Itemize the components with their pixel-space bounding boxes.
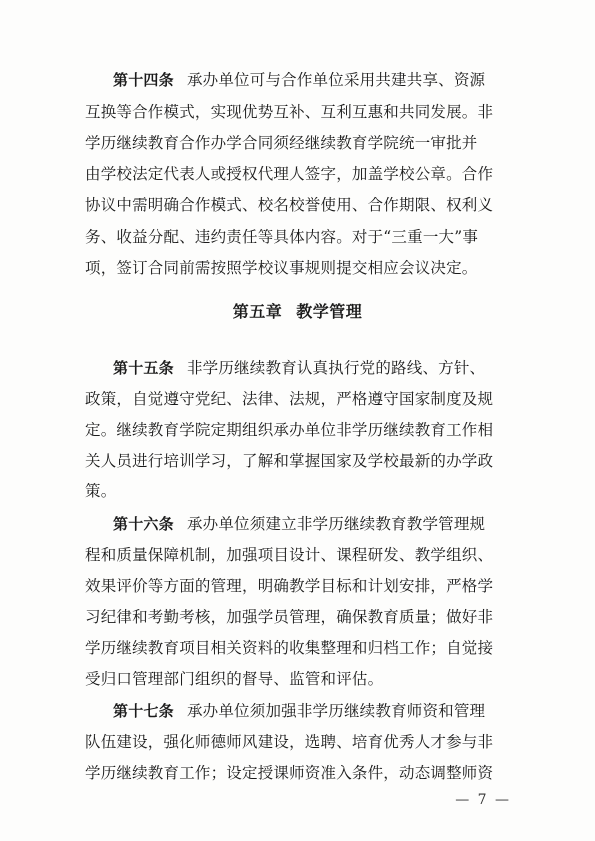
- article-16-text-line: 习纪律和考勤考核，加强学员管理，确保教育质量；做好非: [85, 608, 494, 626]
- article-16-text-line: 效果评价等方面的管理，明确教学目标和计划安排，严格学: [85, 577, 494, 595]
- article-14-text-line: 承办单位可与合作单位采用共建共享、资源: [186, 71, 486, 89]
- article-15-text-line: 非学历继续教育认真执行党的路线、方针、: [186, 359, 486, 377]
- article-14-text-line: 协议中需明确合作模式、校名校誉使用、合作期限、权利义: [85, 196, 494, 214]
- article-16-text-line: 程和质量保障机制，加强项目设计、课程研发、教学组织、: [85, 546, 494, 564]
- article-14-text-line: 项，签订合同前需按照学校议事规则提交相应会议决定。: [85, 259, 478, 277]
- article-15-text-line: 策。: [85, 482, 117, 500]
- chapter-number: 第五章: [232, 302, 283, 321]
- article-14-text-line: 学历继续教育合作办学合同须经继续教育学院统一审批并: [85, 134, 478, 152]
- article-15-text-line: 关人员进行培训学习，了解和掌握国家及学校最新的办学政: [85, 452, 494, 470]
- article-14-number: 第十四条: [113, 71, 174, 89]
- article-16-text-line: 承办单位须建立非学历继续教育教学管理规: [186, 515, 486, 533]
- article-17-first-line: [113, 700, 485, 722]
- chapter-title: 教学管理: [296, 302, 363, 321]
- article-14-first-line: [113, 69, 485, 91]
- article-15-text-line: 定。继续教育学院定期组织承办单位非学历继续教育工作相: [85, 421, 494, 439]
- article-14-text-line: 务、收益分配、违约责任等具体内容。对于“三重一大”事: [85, 228, 479, 246]
- article-16-text-line: 受归口管理部门组织的督导、监管和评估。: [85, 670, 384, 688]
- article-15-text-line: 政策，自觉遵守党纪、法律、法规，严格遵守国家制度及规: [85, 390, 494, 408]
- article-17-text-line: 队伍建设，强化师德师风建设，选聘、培育优秀人才参与非: [85, 733, 494, 751]
- article-16-first-line: [113, 513, 485, 535]
- chapter-heading: [0, 299, 595, 322]
- article-15-first-line: [113, 357, 485, 379]
- article-14-text-line: 由学校法定代表人或授权代理人签字，加盖学校公章。合作: [85, 165, 494, 183]
- page-number: — 7 —: [455, 792, 511, 808]
- article-16-number: 第十六条: [113, 515, 174, 533]
- article-17-text-line: 承办单位须加强非学历继续教育师资和管理: [186, 702, 486, 720]
- article-16-text-line: 学历继续教育项目相关资料的收集整理和归档工作；自觉接: [85, 639, 494, 657]
- article-15-number: 第十五条: [113, 359, 174, 377]
- article-17-number: 第十七条: [113, 702, 174, 720]
- article-14-text-line: 互换等合作模式，实现优势互补、互利互惠和共同发展。非: [85, 103, 494, 121]
- article-17-text-line: 学历继续教育工作；设定授课师资准入条件，动态调整师资: [85, 764, 494, 782]
